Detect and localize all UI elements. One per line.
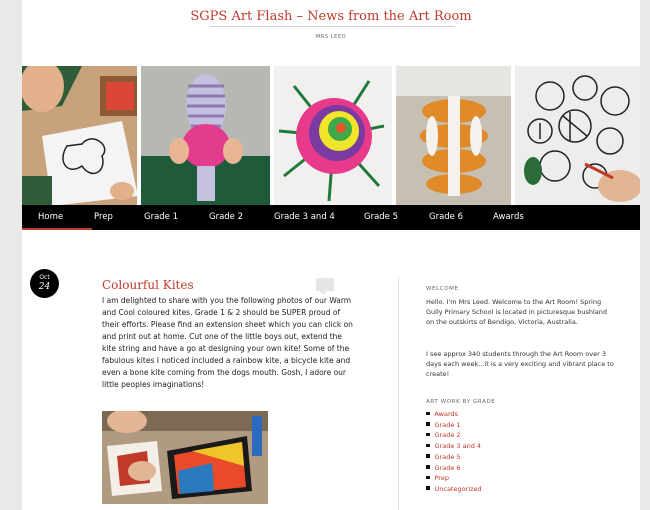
nav-item-grade-3-and-4[interactable]: Grade 3 and 4 xyxy=(274,212,335,222)
nav-item-grade-5[interactable]: Grade 5 xyxy=(364,212,399,222)
post-title[interactable]: Colourful Kites xyxy=(102,278,194,292)
category-link-prep[interactable]: Prep xyxy=(426,473,482,484)
sidebar-welcome-heading: WELCOME xyxy=(426,286,459,292)
banner-photo-child-drawing xyxy=(22,66,137,206)
category-link-grade-5[interactable]: Grade 5 xyxy=(426,452,482,463)
nav-item-home[interactable]: Home xyxy=(38,205,63,230)
category-link-grade-6[interactable]: Grade 6 xyxy=(426,463,482,474)
nav-item-grade-6[interactable]: Grade 6 xyxy=(429,212,464,222)
post-date-day: 24 xyxy=(38,282,51,292)
category-link-grade-3-and-4[interactable]: Grade 3 and 4 xyxy=(426,441,482,452)
nav-item-grade-1[interactable]: Grade 1 xyxy=(144,212,179,222)
post-body: I am delighted to share with you the following photos of our Warm and Cool coloured kites. Grade 1 & 2 should be SUPER proud of their efforts. Please find an extension sheet which you can click on and print out at home. Cut one of the little boys out, extend the kite string and have a go at designing your own kite! Some of the fabulous kites I noticed included a rainbow kite, a bicycle kite and even a bone kite coming from the dogs mouth. Gosh, I adore our little peoples imaginations! xyxy=(102,296,353,389)
column-divider xyxy=(398,277,399,510)
banner-photo-shell-painting xyxy=(274,66,391,206)
comment-bubble-icon[interactable] xyxy=(316,278,334,291)
site-description: MRS LEED xyxy=(315,34,347,40)
banner-photo-hanging-sculpture xyxy=(396,66,511,206)
sidebar-category-list xyxy=(426,409,482,495)
category-link-grade-2[interactable]: Grade 2 xyxy=(426,430,482,441)
header-banner xyxy=(22,66,640,206)
title-divider xyxy=(210,26,455,27)
category-link-uncategorized[interactable]: Uncategorized xyxy=(426,484,482,495)
banner-photo-circle-patterns xyxy=(515,66,640,206)
nav-item-grade-2[interactable]: Grade 2 xyxy=(209,212,244,222)
banner-photo-sock-puppet xyxy=(141,66,270,206)
post-date-month: Oct xyxy=(39,274,50,281)
post-image-kites[interactable] xyxy=(102,411,268,504)
site-title[interactable]: SGPS Art Flash – News from the Art Room xyxy=(190,9,472,24)
sidebar-categories-heading: ART WORK BY GRADE xyxy=(426,399,496,405)
sidebar-welcome-text-2: I see approx 340 students through the Art Room over 3 days each week...it is a very exciting and vibrant place to create! xyxy=(426,350,614,378)
category-link-grade-1[interactable]: Grade 1 xyxy=(426,420,482,431)
page xyxy=(22,0,640,510)
nav-item-awards[interactable]: Awards xyxy=(493,212,524,222)
sidebar-welcome-text: Hello. I'm Mrs Leed. Welcome to the Art Room! Spring Gully Primary School is located in picturesque bushland on the outskirts of Bendigo, Victoria, Australia. xyxy=(426,298,608,326)
nav-item-prep[interactable]: Prep xyxy=(94,212,113,222)
category-link-awards[interactable]: Awards xyxy=(426,409,482,420)
main-navigation xyxy=(22,205,640,230)
post-date-badge xyxy=(30,269,59,298)
